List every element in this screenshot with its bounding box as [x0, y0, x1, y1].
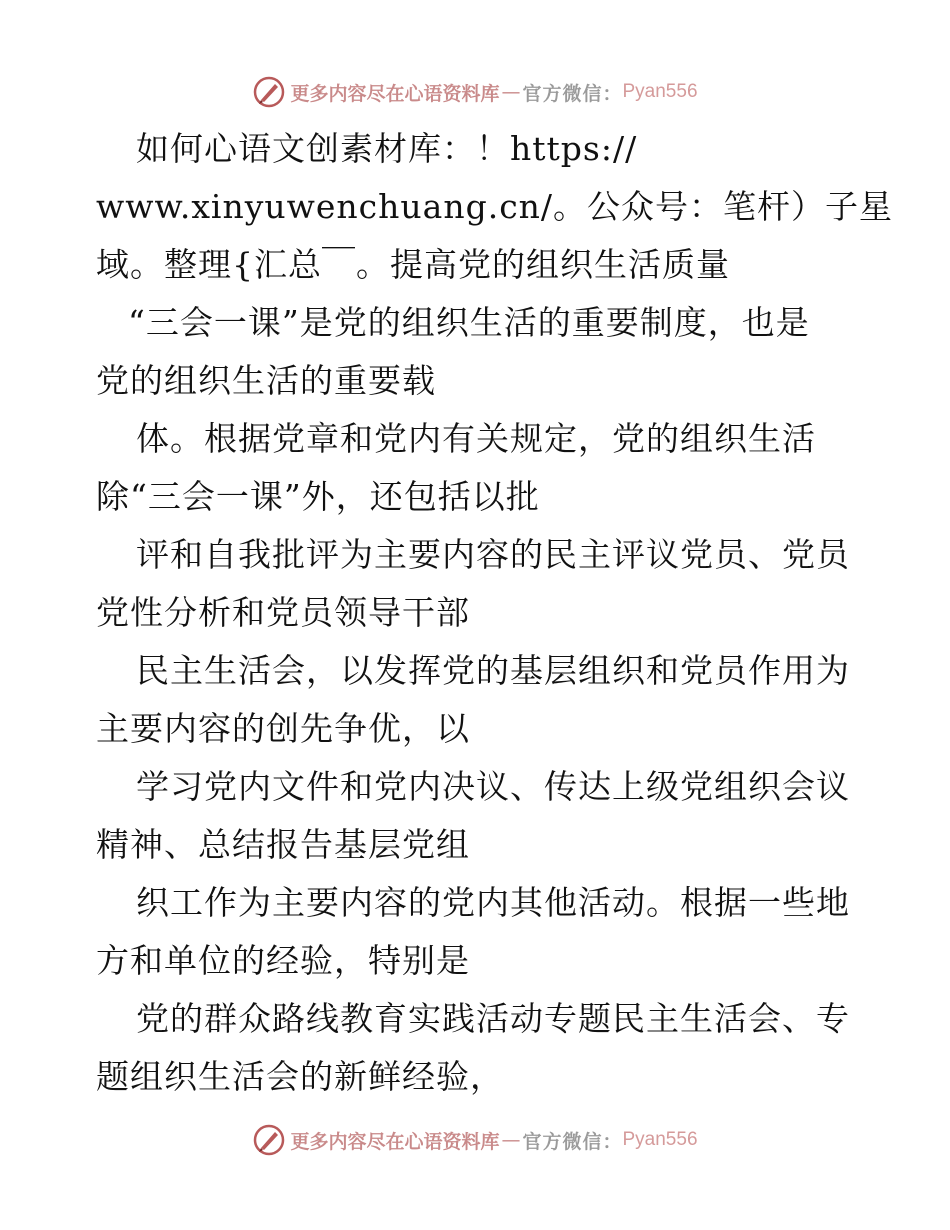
- text-line-2: www.xinyuwenchuang.cn/。公众号：笔杆）子星: [96, 187, 894, 226]
- quill-logo-icon: [252, 1123, 286, 1157]
- text-line-11: 主要内容的创先争优，以: [96, 709, 470, 748]
- footer-official-label: 官方微信：: [522, 1130, 623, 1153]
- footer-banner: [0, 1120, 950, 1160]
- quill-logo-icon: [252, 75, 286, 109]
- text-line-16: 党的群众路线教育实践活动专题民主生活会、专: [136, 999, 850, 1038]
- text-line-10: 民主生活会，以发挥党的基层组织和党员作用为: [136, 651, 850, 690]
- document-body: [96, 120, 894, 1106]
- text-line-17: 题组织生活会的新鲜经验，: [96, 1057, 504, 1096]
- text-line-12: 学习党内文件和党内决议、传达上级党组织会议: [136, 767, 850, 806]
- header-wechat-id: Pyan556: [622, 81, 698, 102]
- footer-dash: —: [501, 1129, 521, 1151]
- text-line-3: 域。整理{汇总￣。提高党的组织生活质量: [96, 245, 730, 284]
- text-line-14: 织工作为主要内容的党内其他活动。根据一些地: [136, 883, 850, 922]
- footer-wechat-id: Pyan556: [622, 1129, 698, 1150]
- text-line-15: 方和单位的经验，特别是: [96, 941, 470, 980]
- header-banner: [0, 72, 950, 112]
- footer-brand-text: 更多内容尽在心语资料库: [290, 1130, 500, 1153]
- text-line-6: 体。根据党章和党内有关规定，党的组织生活: [136, 419, 816, 458]
- text-line-7: 除“三会一课”外，还包括以批: [96, 477, 540, 516]
- header-dash: —: [501, 81, 521, 103]
- text-line-8: 评和自我批评为主要内容的民主评议党员、党员: [136, 535, 850, 574]
- header-brand-text: 更多内容尽在心语资料库: [290, 82, 500, 105]
- text-line-9: 党性分析和党员领导干部: [96, 593, 470, 632]
- header-official-label: 官方微信：: [522, 82, 623, 105]
- text-line-13: 精神、总结报告基层党组: [96, 825, 470, 864]
- text-line-1: 如何心语文创素材库：！https://: [136, 129, 638, 168]
- text-line-4: “三会一课”是党的组织生活的重要制度，也是: [128, 303, 810, 342]
- text-line-5: 党的组织生活的重要载: [96, 361, 436, 400]
